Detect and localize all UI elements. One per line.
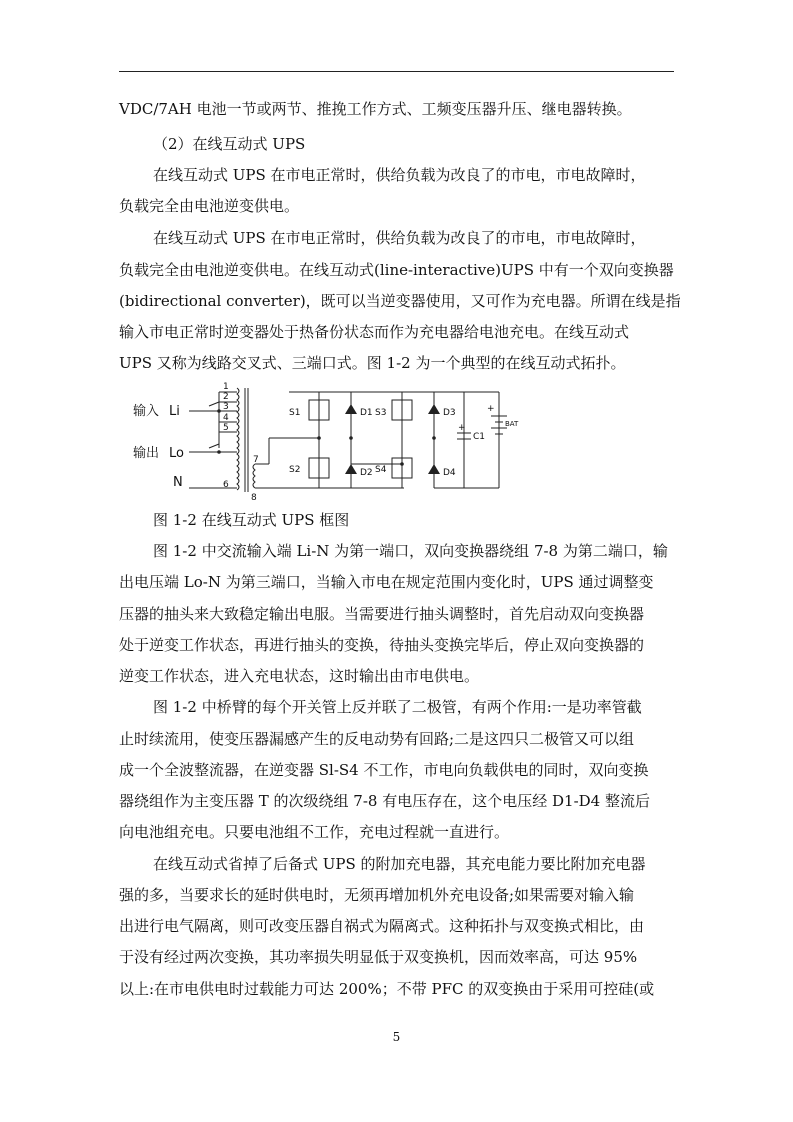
text-line: 在线互动式 UPS 在市电正常时，供给负载为改良了的市电，市电故障时， [153,229,646,247]
output-terminal-label: Lo [169,446,184,461]
neutral-label: N [173,475,183,490]
circuit-diagram-svg [119,378,519,503]
page-number: 5 [392,1030,401,1044]
capacitor-plus-sign: + [458,423,466,433]
battery-label: BAT [505,420,519,428]
text-line: 逆变工作状态，进入充电状态，这时输出由市电供电。 [119,667,480,685]
diode-label: D2 [360,468,373,478]
text-line: (bidirectional converter)，既可以当逆变器使用，又可作为充电器。所谓在线是指 [119,292,681,310]
text-line: 出进行电气隔离，则可改变压器自祸式为隔离式。这种拓扑与双变换式相比，由 [119,917,645,935]
diode-label: D4 [443,468,456,478]
text-line: 于没有经过两次变换，其功率损失明显低于双变换机，因而效率高，可达 95% [119,948,638,966]
tap-label: 4 [223,413,229,423]
text-line: 图 1-2 中桥臂的每个开关管上反并联了二极管，有两个作用:一是功率管截 [153,698,642,716]
input-terminal-label: Li [169,404,180,419]
text-line: 以上:在市电供电时过载能力可达 200%；不带 PFC 的双变换由于采用可控硅(或 [119,980,655,998]
capacitor-label: C1 [473,432,486,442]
diode-label: D1 [360,408,373,418]
text-line: 负载完全由电池逆变供电。 [119,197,300,215]
section-heading: （2）在线互动式 UPS [153,135,306,153]
text-line: 出电压端 Lo-N 为第三端口，当输入市电在规定范围内变化时，UPS 通过调整变 [119,573,654,591]
tap-label: 2 [223,392,229,402]
text-line: 成一个全波整流器，在逆变器 Sl-S4 不工作，市电向负载供电的同时，双向变换 [119,761,649,779]
diode-label: D3 [443,408,456,418]
tap-label: 8 [251,493,257,503]
text-line: 图 1-2 中交流输入端 Li-N 为第一端口，双向变换器绕组 7-8 为第二端口，输 [153,542,668,560]
header-rule [119,71,674,72]
text-line: 向电池组充电。只要电池组不工作，充电过程就一直进行。 [119,823,510,841]
text-line: 止时续流用，使变压器漏感产生的反电动势有回路;二是这四只二极管又可以组 [119,730,635,748]
switch-label: S2 [289,465,301,475]
tap-label: 5 [223,423,229,433]
switch-label: S1 [289,408,301,418]
text-line: 处于逆变工作状态，再进行抽头的变换，待抽头变换完毕后，停止双向变换器的 [119,636,645,654]
tap-label: 7 [253,455,259,465]
input-label: 输入 [133,404,160,419]
text-line: 在线互动式 UPS 在市电正常时，供给负载为改良了的市电，市电故障时， [153,166,646,184]
text-line: 负载完全由电池逆变供电。在线互动式(line-interactive)UPS 中有一个双向变换器 [119,261,674,279]
figure-caption: 图 1-2 在线互动式 UPS 框图 [153,511,350,529]
battery-plus-sign: + [487,404,495,414]
text-line: 强的多，当要求长的延时供电时，无须再增加机外充电设备;如果需要对输入输 [119,886,635,904]
text-line: VDC/7AH 电池一节或两节、推挽工作方式、工频变压器升压、继电器转换。 [119,100,632,118]
text-line: UPS 又称为线路交叉式、三端口式。图 1-2 为一个典型的在线互动式拓扑。 [119,354,626,372]
switch-label: S3 [375,408,387,418]
text-line: 输入市电正常时逆变器处于热备份状态而作为充电器给电池充电。在线互动式 [119,323,630,341]
output-label: 输出 [133,446,160,461]
text-line: 器绕组作为主变压器 T 的次级绕组 7-8 有电压存在，这个电压经 D1-D4 整流后 [119,792,650,810]
text-line: 在线互动式省掉了后备式 UPS 的附加充电器，其充电能力要比附加充电器 [153,855,646,873]
circuit-diagram [119,378,519,503]
text-line: 压器的抽头来大致稳定输出电服。当需要进行抽头调整时，首先启动双向变换器 [119,605,645,623]
switch-label: S4 [375,465,387,475]
tap-label: 3 [223,402,229,412]
tap-label: 1 [223,382,229,392]
tap-label: 6 [223,480,229,490]
